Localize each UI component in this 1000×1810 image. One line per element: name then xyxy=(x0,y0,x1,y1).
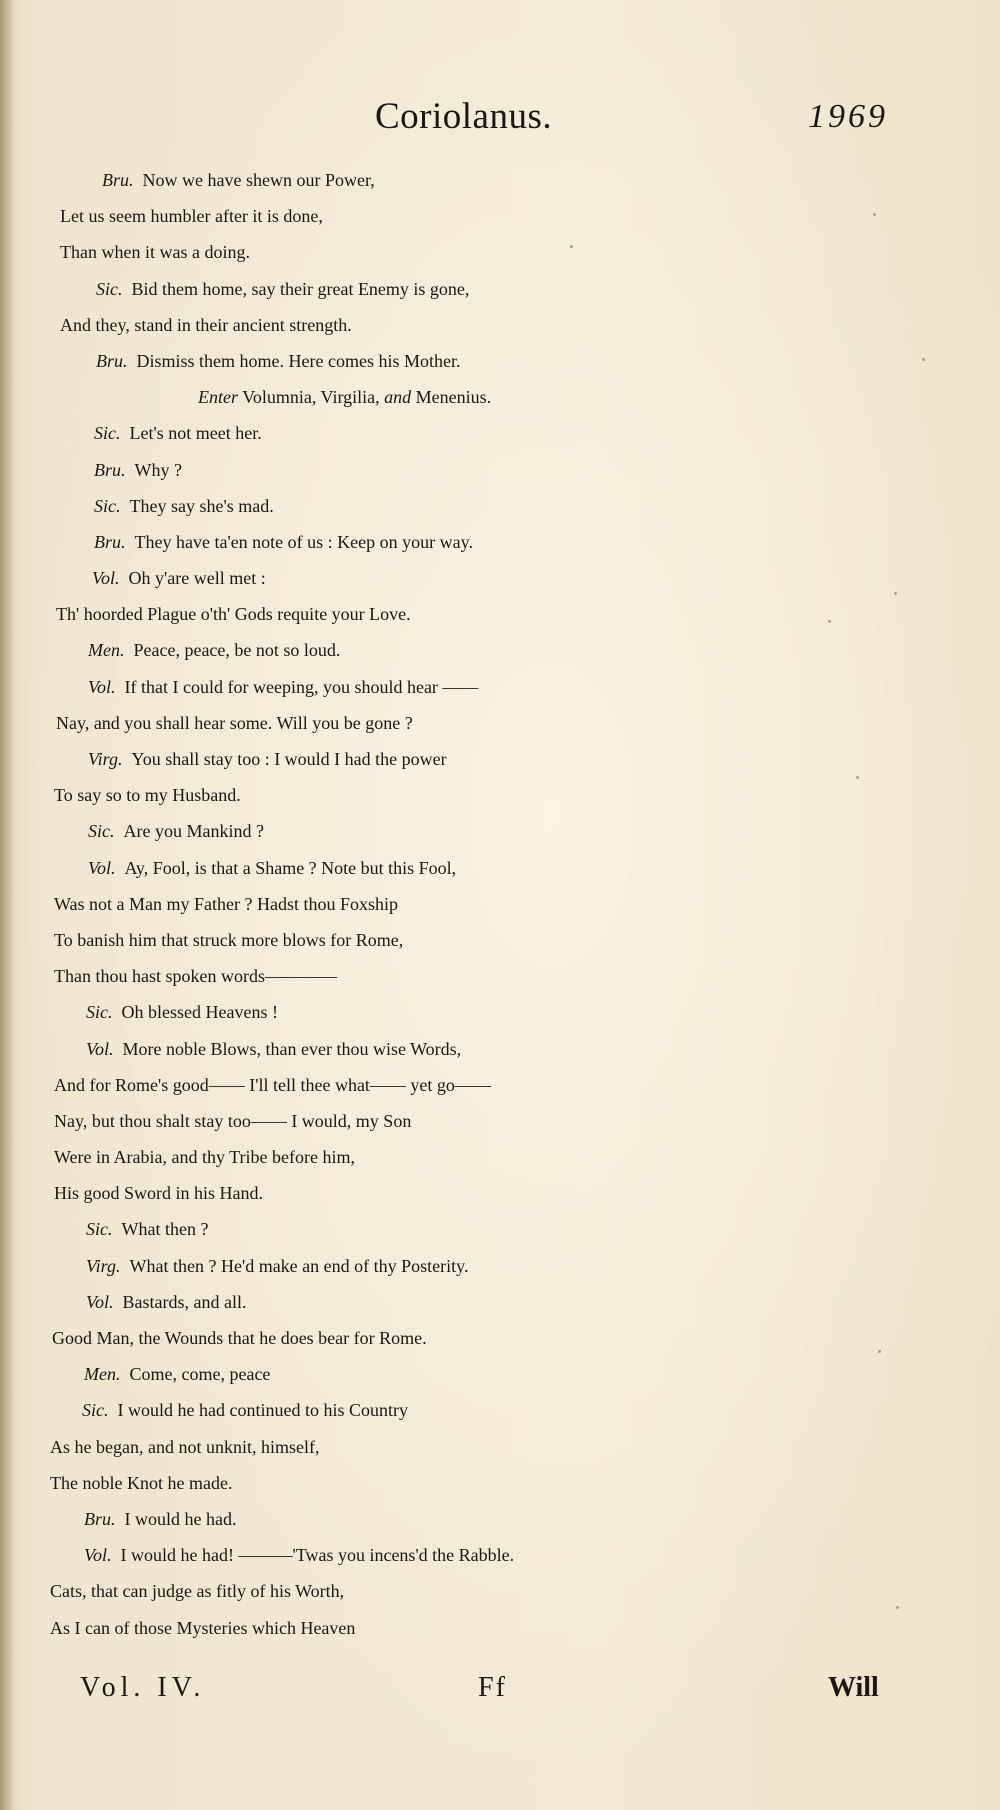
verse-line xyxy=(0,1501,1000,1537)
verse-line xyxy=(0,1248,1000,1284)
verse-line xyxy=(0,596,1000,632)
verse-line xyxy=(0,1610,1000,1646)
speaker-label: Sic. xyxy=(86,1219,113,1240)
verse-line xyxy=(0,1067,1000,1103)
verse-line xyxy=(0,343,1000,379)
line-text: I would he had! ———'Twas you incens'd the Rabble. xyxy=(120,1545,515,1566)
verse-line xyxy=(0,1465,1000,1501)
page-header xyxy=(0,92,1000,142)
paper-speck xyxy=(894,592,897,595)
line-text: As I can of those Mysteries which Heaven xyxy=(50,1617,356,1638)
verse-line xyxy=(0,560,1000,596)
line-text: Ay, Fool, is that a Shame ? Note but this Fool, xyxy=(124,857,457,878)
paper-speck xyxy=(878,1350,881,1353)
speaker-label: Sic. xyxy=(94,423,121,444)
verse-line xyxy=(0,1284,1000,1320)
line-text: Let us seem humbler after it is done, xyxy=(60,206,323,227)
catchword: Will xyxy=(828,1672,879,1703)
verse-line xyxy=(0,1175,1000,1211)
paper-speck xyxy=(570,245,573,248)
verse-line xyxy=(0,1356,1000,1392)
verse-line xyxy=(0,1429,1000,1465)
paper-speck xyxy=(856,776,859,779)
paper-speck xyxy=(873,213,876,216)
speaker-label: Sic. xyxy=(86,1002,113,1023)
speaker-label: Vol. xyxy=(88,857,116,878)
stage-direction-and: and xyxy=(384,387,412,408)
line-text: Were in Arabia, and thy Tribe before him, xyxy=(54,1147,355,1168)
running-title: Coriolanus. xyxy=(375,96,553,137)
verse-line xyxy=(0,307,1000,343)
verse-line xyxy=(0,1320,1000,1356)
speaker-label: Vol. xyxy=(86,1038,114,1059)
speaker-label: Sic. xyxy=(96,278,123,299)
verse-line xyxy=(0,741,1000,777)
speaker-label: Bru. xyxy=(96,350,128,371)
line-text: Nay, but thou shalt stay too—— I would, my Son xyxy=(54,1110,412,1131)
line-text: Bastards, and all. xyxy=(122,1291,247,1312)
speaker-label: Vol. xyxy=(92,568,120,589)
verse-line xyxy=(0,922,1000,958)
line-text: They say she's mad. xyxy=(129,495,274,516)
gathering-signature: Ff xyxy=(478,1672,507,1703)
speaker-label: Sic. xyxy=(88,821,115,842)
line-text: To say so to my Husband. xyxy=(54,785,241,806)
line-text: What then ? He'd make an end of thy Posterity. xyxy=(129,1255,469,1276)
verse-line xyxy=(0,198,1000,234)
speaker-label: Bru. xyxy=(94,459,126,480)
line-text: Come, come, peace xyxy=(129,1364,271,1385)
page-number: 1969 xyxy=(808,98,888,135)
line-text: Peace, peace, be not so loud. xyxy=(133,640,341,661)
line-text: What then ? xyxy=(121,1219,209,1240)
line-text: Nay, and you shall hear some. Will you be gone ? xyxy=(56,712,413,733)
verse-line xyxy=(0,850,1000,886)
line-text: If that I could for weeping, you should hear —— xyxy=(124,676,479,697)
line-text: Oh y'are well met : xyxy=(128,568,266,589)
speaker-label: Vol. xyxy=(84,1545,112,1566)
verse-line xyxy=(0,705,1000,741)
line-text: To banish him that struck more blows for Rome, xyxy=(54,929,404,950)
verse-line xyxy=(0,1392,1000,1428)
line-text: Why ? xyxy=(134,459,182,480)
line-text: Cats, that can judge as fitly of his Worth, xyxy=(50,1581,345,1602)
stage-direction-enter: Enter xyxy=(198,387,238,408)
speaker-label: Sic. xyxy=(94,495,121,516)
speaker-label: Virg. xyxy=(86,1255,121,1276)
paper-speck xyxy=(828,620,831,623)
verse-line xyxy=(0,813,1000,849)
line-text: I would he had. xyxy=(124,1508,237,1529)
line-text: As he began, and not unknit, himself, xyxy=(50,1436,320,1457)
verse-line xyxy=(0,488,1000,524)
line-text: Bid them home, say their great Enemy is gone, xyxy=(131,278,470,299)
verse-line xyxy=(0,958,1000,994)
verse-line xyxy=(0,524,1000,560)
stage-direction-line xyxy=(0,379,1000,415)
speaker-label: Virg. xyxy=(88,749,123,769)
verse-line xyxy=(0,1103,1000,1139)
verse-line xyxy=(0,1139,1000,1175)
verse-line xyxy=(0,632,1000,668)
verse-line xyxy=(0,271,1000,307)
speaker-label: Bru. xyxy=(102,170,134,190)
verse-line xyxy=(0,452,1000,488)
paper-speck xyxy=(896,1606,899,1609)
line-text: Let's not meet her. xyxy=(129,423,262,444)
verse-line xyxy=(0,1211,1000,1247)
line-text: And for Rome's good—— I'll tell thee what—— yet go—— xyxy=(54,1074,491,1095)
paper-speck xyxy=(922,358,925,361)
verse-line xyxy=(0,994,1000,1030)
speaker-label: Vol. xyxy=(86,1291,114,1312)
verse-line xyxy=(0,886,1000,922)
line-text: They have ta'en note of us : Keep on your way. xyxy=(134,531,473,552)
line-text: Are you Mankind ? xyxy=(123,821,264,842)
line-text: Good Man, the Wounds that he does bear for Rome. xyxy=(52,1328,427,1348)
stage-direction-names: Volumnia, Virgilia, xyxy=(242,387,380,408)
line-text: Oh blessed Heavens ! xyxy=(121,1002,278,1023)
verse-line xyxy=(0,669,1000,705)
speaker-label: Men. xyxy=(84,1364,121,1385)
line-text: And they, stand in their ancient strength. xyxy=(60,314,352,335)
page-footer xyxy=(0,1666,1000,1710)
line-text: More noble Blows, than ever thou wise Words, xyxy=(122,1038,462,1059)
line-text: I would he had continued to his Country xyxy=(117,1400,408,1421)
line-text: Th' hoorded Plague o'th' Gods requite your Love. xyxy=(56,604,411,625)
speaker-label: Sic. xyxy=(82,1400,109,1421)
line-text: Dismiss them home. Here comes his Mother. xyxy=(136,350,461,371)
line-text: Was not a Man my Father ? Hadst thou Foxship xyxy=(54,893,399,914)
verse-line xyxy=(0,777,1000,813)
stage-direction-names: Menenius. xyxy=(415,387,492,408)
verse-line xyxy=(0,415,1000,451)
line-text: His good Sword in his Hand. xyxy=(54,1183,264,1204)
speaker-label: Bru. xyxy=(84,1508,116,1529)
verse-line xyxy=(0,1573,1000,1609)
line-text: Than thou hast spoken words———— xyxy=(54,966,337,987)
line-text: The noble Knot he made. xyxy=(50,1472,233,1493)
play-text xyxy=(0,162,1000,1646)
verse-line xyxy=(0,162,1000,198)
verse-line xyxy=(0,1031,1000,1067)
verse-line xyxy=(0,234,1000,270)
volume-signature: Vol. IV. xyxy=(80,1672,206,1703)
line-text: You shall stay too : I would I had the power xyxy=(131,749,447,769)
speaker-label: Vol. xyxy=(88,676,116,697)
verse-line xyxy=(0,1537,1000,1573)
speaker-label: Bru. xyxy=(94,531,126,552)
speaker-label: Men. xyxy=(88,640,125,661)
line-text: Now we have shewn our Power, xyxy=(142,170,375,190)
line-text: Than when it was a doing. xyxy=(60,242,250,263)
